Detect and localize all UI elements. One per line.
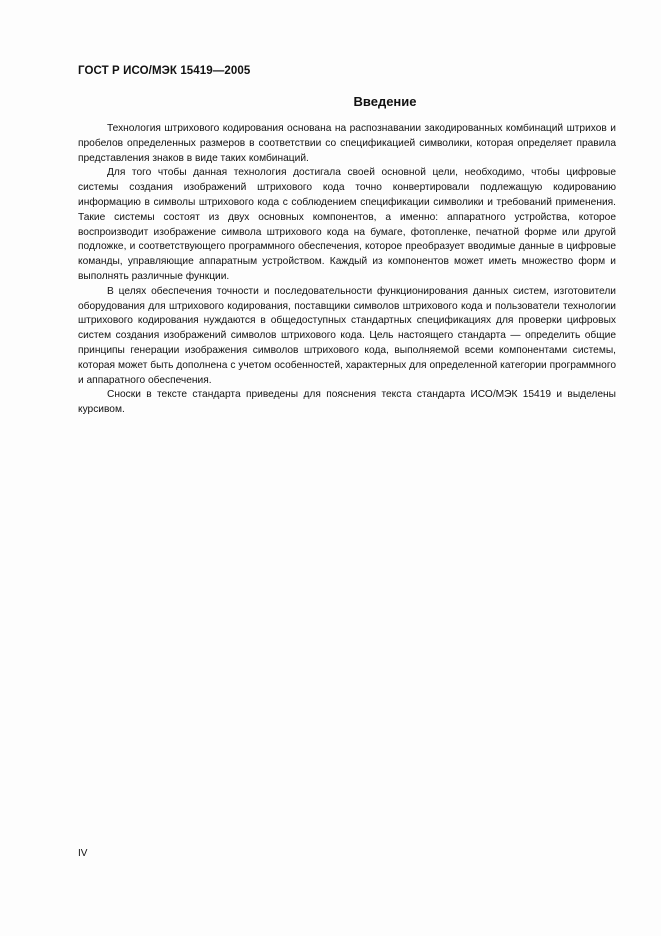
paragraph-intro: Технология штрихового кодирования основана на распознавании закодированных комбинаций штрихов и пробелов определенных размеров в соответствии со спецификацией символики, которая определяет правила представления знаков в виде таких комбинаций.: [78, 123, 616, 164]
paragraph-footnotes: Сноски в тексте стандарта приведены для пояснения текста стандарта ИСО/МЭК 15419 и выделены курсивом.: [78, 389, 616, 416]
paragraph-purpose: В целях обеспечения точности и последовательности функционирования данных систем, изготовители оборудования для штрихового кодирования, поставщики символов штрихового кода и пользователи технологии штрихового кодирования нуждаются в общедоступных стандартных спецификациях для проверки цифровых систем создания изображений символов штрихового кода. Цель настоящего стандарта — определить общие принципы генерации изображения символов штрихового кода, выполняемой всеми компонентами системы, которая может быть дополнена с учетом особенностей, характерных для определенной категории программного и аппаратного обеспечения.: [78, 285, 616, 386]
body-text: [78, 122, 616, 418]
page-number: IV: [78, 848, 88, 859]
standard-header: ГОСТ Р ИСО/МЭК 15419—2005: [78, 65, 251, 77]
section-title: Введение: [353, 94, 417, 109]
paragraph-systems: Для того чтобы данная технология достигала своей основной цели, необходимо, чтобы цифровые системы создания изображений штрихового кода точно конвертировали подлежащую кодированию информацию в символы штрихового кода с соблюдением спецификации символики и требований применения. Такие системы состоят из двух основных компонентов, а именно: аппаратного устройства, которое воспроизводит изображение символа штрихового кода на бумаге, фотопленке, печатной форме или другой подложке, и соответствующего программного обеспечения, которое преобразует вводимые данные в цифровые команды, управляющие аппаратным устройством. Каждый из компонентов может иметь множество форм и выполнять различные функции.: [78, 167, 616, 282]
